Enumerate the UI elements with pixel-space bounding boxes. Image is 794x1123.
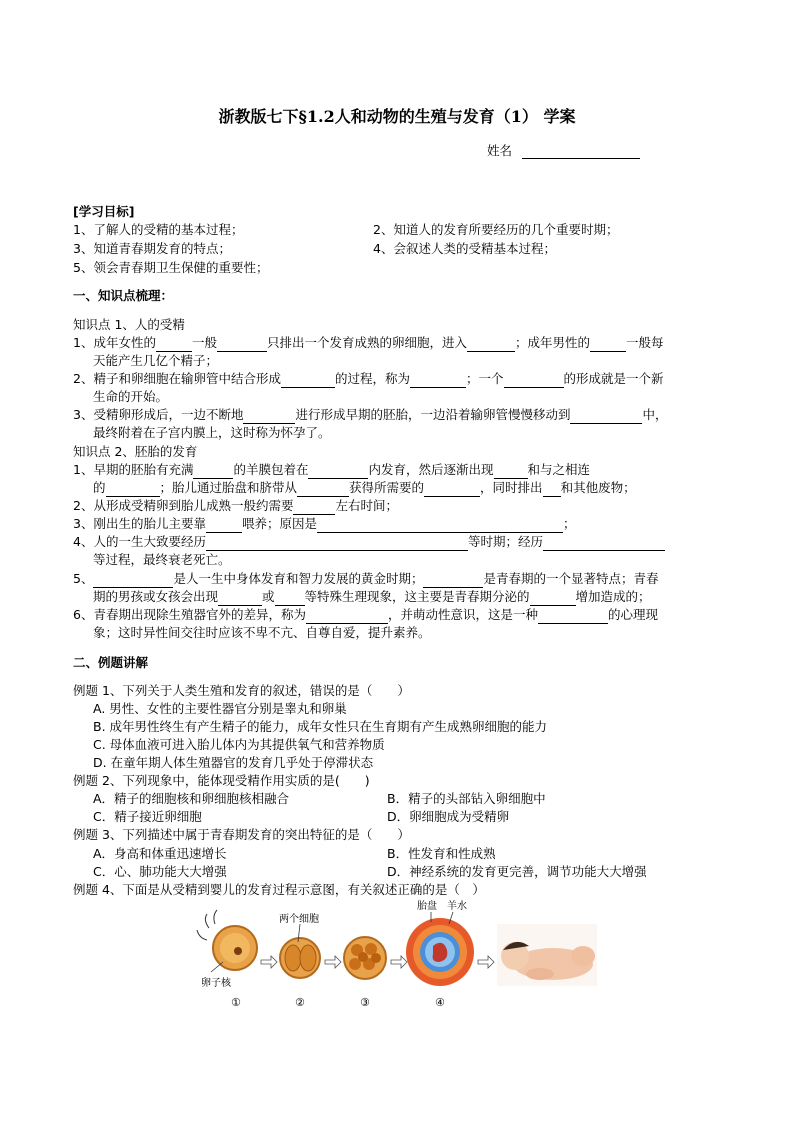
blank[interactable] — [297, 484, 349, 497]
kp2-item-5: 5、 是人一生中身体发育和智力发展的黄金时期； 是青春期的一个显著特点；青春 — [73, 571, 659, 586]
blank[interactable] — [308, 466, 368, 479]
embryo-stage — [406, 912, 474, 986]
label-placenta: 胎盘 — [417, 901, 437, 912]
name-label: 姓名 — [487, 143, 513, 158]
kp2-item-4: 4、人的一生大致要经历 等时期；经历 — [73, 533, 665, 551]
label-egg-nucleus: 卵子核 — [201, 978, 231, 989]
arrow-icon — [478, 956, 494, 968]
blank[interactable] — [317, 520, 563, 533]
name-blank[interactable] — [522, 146, 640, 159]
kp2-item-3: 3、刚出生的胎儿主要靠 喂养；原因是 ； — [73, 516, 576, 531]
stage-4-number: ④ — [435, 996, 445, 1009]
blank[interactable] — [543, 484, 561, 497]
objective-2: 2、知道人的发育所要经历的几个重要时期； — [373, 222, 619, 237]
blank[interactable] — [423, 575, 483, 588]
blank[interactable] — [217, 339, 267, 352]
blank[interactable] — [243, 411, 295, 424]
page-title: 浙教版七下§1.2人和动物的生殖与发育（1） 学案 — [218, 107, 576, 126]
kp1-item-3: 3、受精卵形成后，一边不断地 进行形成早期的胚胎，一边沿着输卵管慢慢移动到 中， — [73, 407, 668, 422]
objective-1: 1、了解人的受精的基本过程； — [73, 222, 244, 237]
kp2-item-6-cont: 象；这时异性间交往时应该不卑不亢、自尊自爱，提升素养。 — [93, 625, 431, 640]
objectives-header: [学习目标] — [73, 204, 135, 219]
blank[interactable] — [538, 611, 608, 624]
objective-5: 5、领会青春期卫生保健的重要性； — [73, 260, 269, 275]
blank[interactable] — [275, 593, 305, 606]
kp2-item-1: 1、早期的胚胎有充满 的羊膜包着在 内发育，然后逐渐出现 和与之相连 — [73, 462, 591, 477]
blank[interactable] — [590, 339, 626, 352]
blank[interactable] — [530, 593, 576, 606]
example-1-option-c[interactable]: C. 母体血液可进入胎儿体内为其提供氧气和营养物质 — [93, 737, 385, 752]
kp1-title: 知识点 1、人的受精 — [73, 317, 185, 332]
kp2-item-2: 2、从形成受精卵到胎儿成熟一般约需要 左右时间； — [73, 498, 398, 513]
section-1-heading: 一、知识点梳理： — [73, 288, 174, 303]
kp1-item-2-cont: 生命的开始。 — [93, 389, 169, 404]
blank[interactable] — [306, 611, 388, 624]
example-2-question: 例题 2、下列现象中，能体现受精作用实质的是( ) — [73, 773, 370, 788]
stage-1-number: ① — [231, 996, 241, 1009]
example-4-question: 例题 4、下面是从受精到婴儿的发育过程示意图，有关叙述正确的是（ ） — [73, 882, 485, 897]
blank[interactable] — [218, 593, 262, 606]
kp1-item-1: 1、成年女性的 一般 只排出一个发育成熟的卵细胞，进入 ；成年男性的 一般每 — [73, 335, 664, 350]
example-1-option-d[interactable]: D. 在童年期人体生殖器官的发育几乎处于停滞状态 — [93, 755, 374, 770]
blank[interactable] — [543, 538, 665, 551]
label-amniotic-fluid: 羊水 — [447, 901, 467, 912]
fertilization-stage — [197, 910, 257, 972]
kp2-item-4-cont: 等过程，最终衰老死亡。 — [93, 552, 231, 567]
arrow-icon — [325, 956, 341, 968]
morula-stage — [344, 937, 386, 979]
baby-image — [497, 924, 597, 986]
blank[interactable] — [106, 484, 160, 497]
example-3-option-c[interactable]: C．心、肺功能大大增强 — [93, 864, 227, 879]
kp1-item-3-cont: 最终附着在子宫内膜上，这时称为怀孕了。 — [93, 425, 331, 440]
example-1-option-a[interactable]: A. 男性、女性的主要性器官分别是睾丸和卵巢 — [93, 701, 347, 716]
blank[interactable] — [467, 339, 515, 352]
blank[interactable] — [156, 339, 192, 352]
blank[interactable] — [410, 375, 466, 388]
stage-2-number: ② — [295, 996, 305, 1009]
blank[interactable] — [206, 520, 242, 533]
blank[interactable] — [206, 538, 468, 551]
example-1-option-b[interactable]: B. 成年男性终生有产生精子的能力，成年女性只在生育期有产生成熟卵细胞的能力 — [93, 719, 548, 734]
kp1-item-1-cont: 天能产生几亿个精子； — [93, 353, 219, 368]
blank[interactable] — [293, 502, 335, 515]
kp2-item-6: 6、青春期出现除生殖器官外的差异，称为 ，并萌动性意识，这是一种 的心理现 — [73, 607, 658, 622]
example-2-option-b[interactable]: B．精子的头部钻入卵细胞中 — [387, 791, 546, 806]
two-cell-stage — [280, 924, 320, 978]
name-field[interactable] — [487, 141, 640, 159]
section-2-heading: 二、例题讲解 — [73, 655, 149, 670]
example-2-option-d[interactable]: D．卵细胞成为受精卵 — [387, 809, 510, 824]
blank[interactable] — [504, 375, 564, 388]
kp2-item-5-cont: 期的男孩或女孩会出现 或 等特殊生理现象，这主要是青春期分泌的 增加造成的； — [93, 589, 651, 604]
example-1-question: 例题 1、下列关于人类生殖和发育的叙述，错误的是（ ） — [73, 683, 410, 698]
example-2-option-a[interactable]: A．精子的细胞核和卵细胞核相融合 — [93, 791, 290, 806]
development-diagram — [195, 898, 600, 1013]
stage-3-number: ③ — [360, 996, 370, 1009]
kp2-item-1-cont: 的 ；胎儿通过胎盘和脐带从 获得所需要的 ，同时排出 和其他废物； — [93, 480, 636, 495]
blank[interactable] — [570, 411, 642, 424]
blank[interactable] — [494, 466, 528, 479]
blank[interactable] — [193, 466, 233, 479]
example-3-option-b[interactable]: B．性发育和性成熟 — [387, 846, 496, 861]
objective-3: 3、知道青春期发育的特点； — [73, 241, 231, 256]
label-two-cells: 两个细胞 — [279, 914, 319, 925]
example-3-question: 例题 3、下列描述中属于青春期发育的突出特征的是（ ） — [73, 827, 410, 842]
development-figure — [195, 898, 600, 1013]
blank[interactable] — [93, 575, 173, 588]
example-3-option-d[interactable]: D．神经系统的发育更完善，调节功能大大增强 — [387, 864, 647, 879]
blank[interactable] — [281, 375, 335, 388]
example-3-option-a[interactable]: A．身高和体重迅速增长 — [93, 846, 227, 861]
arrow-icon — [391, 956, 407, 968]
objective-4: 4、会叙述人类的受精基本过程； — [373, 241, 556, 256]
arrow-icon — [261, 956, 277, 968]
blank[interactable] — [424, 484, 480, 497]
kp1-item-2: 2、精子和卵细胞在输卵管中结合形成 的过程，称为 ；一个 的形成就是一个新 — [73, 371, 664, 386]
kp2-title: 知识点 2、胚胎的发育 — [73, 444, 198, 459]
example-2-option-c[interactable]: C．精子接近卵细胞 — [93, 809, 202, 824]
